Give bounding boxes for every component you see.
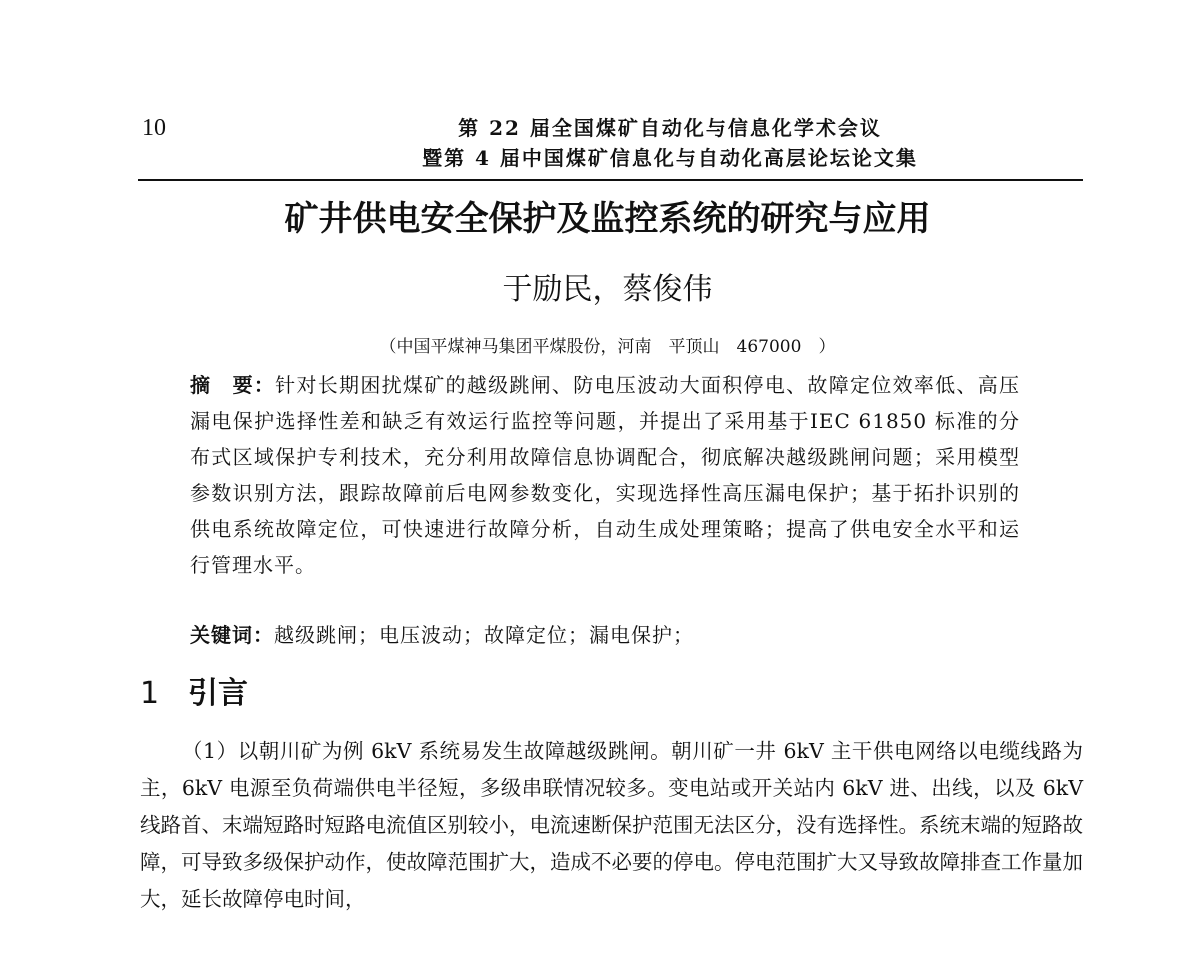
body-text [140, 733, 1083, 918]
paper-affiliation: （中国平煤神马集团平煤股份，河南 平顶山 467000 ） [379, 337, 836, 357]
keywords [190, 619, 1020, 651]
paper-authors: 于励民，蔡俊伟 [502, 272, 713, 307]
header-rule [138, 179, 1083, 181]
keywords-text: 越级跳闸；电压波动；故障定位；漏电保护； [274, 623, 694, 647]
section-number: 1 [140, 676, 160, 711]
body-paragraph: （1）以朝川矿为例 6kV 系统易发生故障越级跳闸。朝川矿一井 6kV 主干供电网络以电缆线路为主，6kV 电源至负荷端供电半径短，多级串联情况较多。变电站或开关站内 6kV 进、出线，以及 6kV 线路首、末端短路时短路电流值区别较小，电流速断保护范围无法区分，没有选择性。系统末端的短路故障，可导致多级保护动作，使故障范围扩大，造成不必要的停电。停电范围扩大又导致故障排查工作量加大，延长故障停电时间， [140, 739, 1083, 911]
running-header [280, 113, 1060, 173]
abstract [190, 367, 1020, 583]
abstract-text: 针对长期困扰煤矿的越级跳闸、防电压波动大面积停电、故障定位效率低、高压漏电保护选择性差和缺乏有效运行监控等问题，并提出了采用基于IEC 61850 标准的分布式区域保护专利技术，充分利用故障信息协调配合，彻底解决越级跳闸问题；采用模型参数识别方法，跟踪故障前后电网参数变化，实现选择性高压漏电保护；基于拓扑识别的供电系统故障定位，可快速进行故障分析，自动生成处理策略；提高了供电安全水平和运行管理水平。 [190, 373, 1021, 577]
keywords-label: 关键词： [190, 623, 274, 647]
abstract-label: 摘 要： [190, 373, 276, 397]
paper-title: 矿井供电安全保护及监控系统的研究与应用 [284, 199, 931, 239]
header-line-2: 暨第 4 届中国煤矿信息化与自动化高层论坛论文集 [422, 146, 918, 170]
header-line-1: 第 22 届全国煤矿自动化与信息化学术会议 [458, 116, 882, 140]
page-number: 10 [142, 115, 166, 141]
section-heading [140, 672, 248, 716]
section-title: 引言 [188, 676, 248, 711]
